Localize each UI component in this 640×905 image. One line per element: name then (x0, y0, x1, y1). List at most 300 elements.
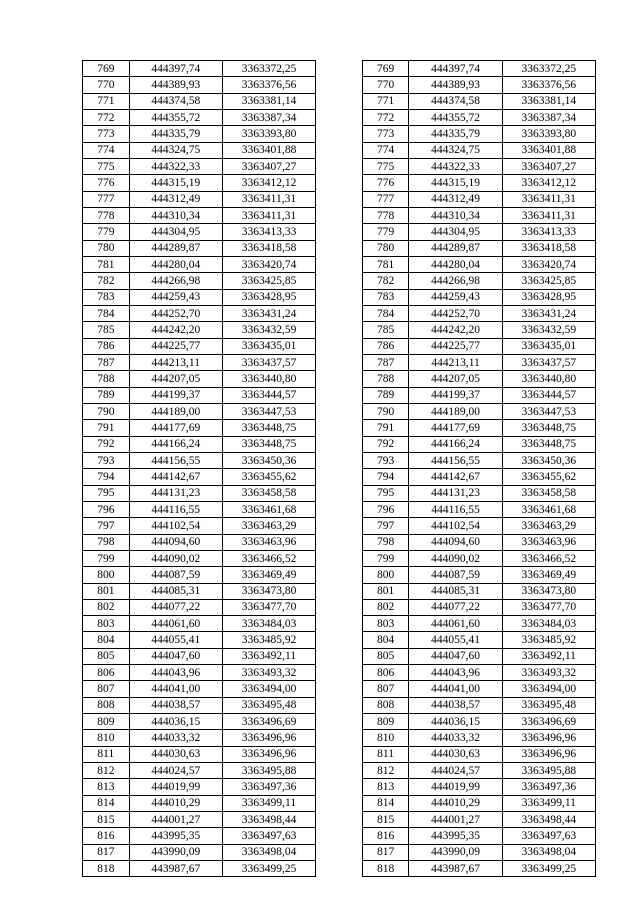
left-x-coordinate-cell: 443995,35 (129, 828, 222, 844)
left-point-number-cell: 790 (83, 403, 130, 419)
right-y-coordinate-cell: 3363450,36 (502, 452, 595, 468)
right-x-coordinate-cell: 444131,23 (409, 485, 502, 501)
left-point-number-cell: 802 (83, 599, 130, 615)
left-point-number-cell: 775 (83, 158, 130, 174)
right-y-coordinate-cell: 3363440,80 (502, 371, 595, 387)
right-y-coordinate-cell: 3363492,11 (502, 648, 595, 664)
gap-cell (316, 371, 363, 387)
gap-cell (316, 207, 363, 223)
gap-cell (316, 387, 363, 403)
right-point-number-cell: 817 (362, 844, 409, 860)
left-point-number-cell: 808 (83, 697, 130, 713)
gap-cell (316, 550, 363, 566)
table-row (83, 665, 596, 681)
table-row (83, 305, 596, 321)
left-point-number-cell: 769 (83, 61, 130, 77)
right-x-coordinate-cell: 444304,95 (409, 224, 502, 240)
table-row (83, 158, 596, 174)
right-y-coordinate-cell: 3363411,31 (502, 191, 595, 207)
gap-cell (316, 420, 363, 436)
gap-cell (316, 61, 363, 77)
table-row (83, 763, 596, 779)
left-point-number-cell: 788 (83, 371, 130, 387)
left-point-number-cell: 780 (83, 240, 130, 256)
left-point-number-cell: 807 (83, 681, 130, 697)
left-y-coordinate-cell: 3363496,96 (222, 730, 315, 746)
left-point-number-cell: 815 (83, 812, 130, 828)
right-y-coordinate-cell: 3363499,11 (502, 795, 595, 811)
gap-cell (316, 126, 363, 142)
table-row (83, 126, 596, 142)
left-y-coordinate-cell: 3363376,56 (222, 77, 315, 93)
right-x-coordinate-cell: 444225,77 (409, 338, 502, 354)
left-x-coordinate-cell: 444036,15 (129, 714, 222, 730)
left-x-coordinate-cell: 444259,43 (129, 289, 222, 305)
right-point-number-cell: 781 (362, 256, 409, 272)
gap-cell (316, 812, 363, 828)
right-y-coordinate-cell: 3363463,96 (502, 534, 595, 550)
left-point-number-cell: 770 (83, 77, 130, 93)
left-point-number-cell: 817 (83, 844, 130, 860)
left-point-number-cell: 785 (83, 322, 130, 338)
right-x-coordinate-cell: 444335,79 (409, 126, 502, 142)
left-x-coordinate-cell: 444312,49 (129, 191, 222, 207)
coordinates-table-body (83, 61, 596, 877)
left-y-coordinate-cell: 3363492,11 (222, 648, 315, 664)
left-point-number-cell: 796 (83, 501, 130, 517)
right-y-coordinate-cell: 3363477,70 (502, 599, 595, 615)
table-row (83, 224, 596, 240)
right-y-coordinate-cell: 3363473,80 (502, 583, 595, 599)
left-x-coordinate-cell: 443987,67 (129, 861, 222, 877)
right-y-coordinate-cell: 3363493,32 (502, 665, 595, 681)
right-y-coordinate-cell: 3363499,25 (502, 861, 595, 877)
table-row (83, 697, 596, 713)
table-row (83, 207, 596, 223)
left-y-coordinate-cell: 3363498,04 (222, 844, 315, 860)
left-x-coordinate-cell: 444001,27 (129, 812, 222, 828)
right-x-coordinate-cell: 444266,98 (409, 273, 502, 289)
left-y-coordinate-cell: 3363372,25 (222, 61, 315, 77)
gap-cell (316, 616, 363, 632)
left-x-coordinate-cell: 444242,20 (129, 322, 222, 338)
right-point-number-cell: 776 (362, 175, 409, 191)
table-row (83, 371, 596, 387)
left-x-coordinate-cell: 444090,02 (129, 550, 222, 566)
left-y-coordinate-cell: 3363381,14 (222, 93, 315, 109)
left-point-number-cell: 804 (83, 632, 130, 648)
gap-cell (316, 452, 363, 468)
right-point-number-cell: 791 (362, 420, 409, 436)
left-y-coordinate-cell: 3363496,69 (222, 714, 315, 730)
right-point-number-cell: 803 (362, 616, 409, 632)
left-y-coordinate-cell: 3363466,52 (222, 550, 315, 566)
table-row (83, 550, 596, 566)
right-y-coordinate-cell: 3363458,58 (502, 485, 595, 501)
gap-cell (316, 730, 363, 746)
right-point-number-cell: 783 (362, 289, 409, 305)
right-x-coordinate-cell: 444087,59 (409, 567, 502, 583)
left-x-coordinate-cell: 444266,98 (129, 273, 222, 289)
right-x-coordinate-cell: 444166,24 (409, 436, 502, 452)
right-y-coordinate-cell: 3363484,03 (502, 616, 595, 632)
gap-cell (316, 583, 363, 599)
left-y-coordinate-cell: 3363407,27 (222, 158, 315, 174)
gap-cell (316, 632, 363, 648)
right-point-number-cell: 806 (362, 665, 409, 681)
right-point-number-cell: 786 (362, 338, 409, 354)
left-y-coordinate-cell: 3363499,11 (222, 795, 315, 811)
table-row (83, 714, 596, 730)
right-point-number-cell: 794 (362, 469, 409, 485)
table-row (83, 289, 596, 305)
right-point-number-cell: 782 (362, 273, 409, 289)
right-x-coordinate-cell: 444199,37 (409, 387, 502, 403)
table-row (83, 354, 596, 370)
table-row (83, 861, 596, 877)
left-point-number-cell: 773 (83, 126, 130, 142)
gap-cell (316, 714, 363, 730)
right-point-number-cell: 815 (362, 812, 409, 828)
left-y-coordinate-cell: 3363411,31 (222, 191, 315, 207)
left-x-coordinate-cell: 444315,19 (129, 175, 222, 191)
right-y-coordinate-cell: 3363432,59 (502, 322, 595, 338)
left-y-coordinate-cell: 3363495,88 (222, 763, 315, 779)
gap-cell (316, 844, 363, 860)
left-y-coordinate-cell: 3363463,29 (222, 518, 315, 534)
left-point-number-cell: 772 (83, 109, 130, 125)
gap-cell (316, 158, 363, 174)
right-point-number-cell: 772 (362, 109, 409, 125)
right-point-number-cell: 769 (362, 61, 409, 77)
right-point-number-cell: 816 (362, 828, 409, 844)
right-y-coordinate-cell: 3363407,27 (502, 158, 595, 174)
left-y-coordinate-cell: 3363498,44 (222, 812, 315, 828)
right-y-coordinate-cell: 3363387,34 (502, 109, 595, 125)
left-y-coordinate-cell: 3363393,80 (222, 126, 315, 142)
right-point-number-cell: 807 (362, 681, 409, 697)
right-x-coordinate-cell: 444397,74 (409, 61, 502, 77)
left-y-coordinate-cell: 3363401,88 (222, 142, 315, 158)
coordinates-table (82, 60, 596, 877)
left-point-number-cell: 777 (83, 191, 130, 207)
right-x-coordinate-cell: 444055,41 (409, 632, 502, 648)
gap-cell (316, 354, 363, 370)
left-point-number-cell: 789 (83, 387, 130, 403)
table-row (83, 77, 596, 93)
left-y-coordinate-cell: 3363450,36 (222, 452, 315, 468)
left-point-number-cell: 801 (83, 583, 130, 599)
table-row (83, 175, 596, 191)
right-x-coordinate-cell: 444061,60 (409, 616, 502, 632)
left-x-coordinate-cell: 444055,41 (129, 632, 222, 648)
right-y-coordinate-cell: 3363447,53 (502, 403, 595, 419)
left-x-coordinate-cell: 444177,69 (129, 420, 222, 436)
right-y-coordinate-cell: 3363498,44 (502, 812, 595, 828)
gap-cell (316, 567, 363, 583)
left-y-coordinate-cell: 3363495,48 (222, 697, 315, 713)
gap-cell (316, 436, 363, 452)
left-y-coordinate-cell: 3363497,36 (222, 779, 315, 795)
right-x-coordinate-cell: 444312,49 (409, 191, 502, 207)
right-point-number-cell: 801 (362, 583, 409, 599)
right-y-coordinate-cell: 3363381,14 (502, 93, 595, 109)
table-row (83, 812, 596, 828)
right-point-number-cell: 812 (362, 763, 409, 779)
table-row (83, 469, 596, 485)
left-y-coordinate-cell: 3363458,58 (222, 485, 315, 501)
table-row (83, 844, 596, 860)
right-y-coordinate-cell: 3363448,75 (502, 436, 595, 452)
left-x-coordinate-cell: 444397,74 (129, 61, 222, 77)
right-y-coordinate-cell: 3363498,04 (502, 844, 595, 860)
right-y-coordinate-cell: 3363485,92 (502, 632, 595, 648)
left-point-number-cell: 771 (83, 93, 130, 109)
left-point-number-cell: 814 (83, 795, 130, 811)
left-y-coordinate-cell: 3363461,68 (222, 501, 315, 517)
gap-cell (316, 518, 363, 534)
right-y-coordinate-cell: 3363372,25 (502, 61, 595, 77)
right-x-coordinate-cell: 444289,87 (409, 240, 502, 256)
right-x-coordinate-cell: 444102,54 (409, 518, 502, 534)
right-y-coordinate-cell: 3363463,29 (502, 518, 595, 534)
left-point-number-cell: 787 (83, 354, 130, 370)
left-x-coordinate-cell: 444225,77 (129, 338, 222, 354)
right-x-coordinate-cell: 444019,99 (409, 779, 502, 795)
left-x-coordinate-cell: 444156,55 (129, 452, 222, 468)
right-point-number-cell: 810 (362, 730, 409, 746)
gap-cell (316, 485, 363, 501)
left-x-coordinate-cell: 444047,60 (129, 648, 222, 664)
right-y-coordinate-cell: 3363495,88 (502, 763, 595, 779)
right-x-coordinate-cell: 444156,55 (409, 452, 502, 468)
left-y-coordinate-cell: 3363425,85 (222, 273, 315, 289)
right-point-number-cell: 785 (362, 322, 409, 338)
right-x-coordinate-cell: 444315,19 (409, 175, 502, 191)
right-y-coordinate-cell: 3363466,52 (502, 550, 595, 566)
right-point-number-cell: 778 (362, 207, 409, 223)
left-y-coordinate-cell: 3363493,32 (222, 665, 315, 681)
right-y-coordinate-cell: 3363411,31 (502, 207, 595, 223)
right-point-number-cell: 770 (362, 77, 409, 93)
right-x-coordinate-cell: 444024,57 (409, 763, 502, 779)
table-row (83, 746, 596, 762)
left-point-number-cell: 792 (83, 436, 130, 452)
left-point-number-cell: 818 (83, 861, 130, 877)
left-x-coordinate-cell: 444041,00 (129, 681, 222, 697)
right-point-number-cell: 773 (362, 126, 409, 142)
left-x-coordinate-cell: 444019,99 (129, 779, 222, 795)
left-x-coordinate-cell: 444389,93 (129, 77, 222, 93)
right-y-coordinate-cell: 3363496,96 (502, 730, 595, 746)
right-y-coordinate-cell: 3363496,96 (502, 746, 595, 762)
table-row (83, 632, 596, 648)
right-x-coordinate-cell: 444010,29 (409, 795, 502, 811)
left-x-coordinate-cell: 444061,60 (129, 616, 222, 632)
table-row (83, 485, 596, 501)
right-point-number-cell: 788 (362, 371, 409, 387)
table-row (83, 403, 596, 419)
right-point-number-cell: 802 (362, 599, 409, 615)
right-x-coordinate-cell: 444090,02 (409, 550, 502, 566)
left-point-number-cell: 783 (83, 289, 130, 305)
right-x-coordinate-cell: 444043,96 (409, 665, 502, 681)
left-x-coordinate-cell: 444077,22 (129, 599, 222, 615)
left-x-coordinate-cell: 444142,67 (129, 469, 222, 485)
right-y-coordinate-cell: 3363393,80 (502, 126, 595, 142)
left-x-coordinate-cell: 444189,00 (129, 403, 222, 419)
right-point-number-cell: 780 (362, 240, 409, 256)
table-row (83, 599, 596, 615)
left-x-coordinate-cell: 444355,72 (129, 109, 222, 125)
left-y-coordinate-cell: 3363435,01 (222, 338, 315, 354)
document-page (82, 60, 596, 877)
table-row (83, 648, 596, 664)
left-x-coordinate-cell: 444374,58 (129, 93, 222, 109)
right-x-coordinate-cell: 444142,67 (409, 469, 502, 485)
right-x-coordinate-cell: 444001,27 (409, 812, 502, 828)
table-row (83, 452, 596, 468)
table-row (83, 583, 596, 599)
left-y-coordinate-cell: 3363387,34 (222, 109, 315, 125)
right-point-number-cell: 793 (362, 452, 409, 468)
gap-cell (316, 697, 363, 713)
table-row (83, 828, 596, 844)
left-point-number-cell: 791 (83, 420, 130, 436)
gap-cell (316, 665, 363, 681)
right-point-number-cell: 775 (362, 158, 409, 174)
right-y-coordinate-cell: 3363497,36 (502, 779, 595, 795)
gap-cell (316, 240, 363, 256)
table-row (83, 616, 596, 632)
left-x-coordinate-cell: 443990,09 (129, 844, 222, 860)
table-row (83, 518, 596, 534)
gap-cell (316, 77, 363, 93)
right-x-coordinate-cell: 444242,20 (409, 322, 502, 338)
gap-cell (316, 681, 363, 697)
right-y-coordinate-cell: 3363420,74 (502, 256, 595, 272)
gap-cell (316, 224, 363, 240)
left-y-coordinate-cell: 3363499,25 (222, 861, 315, 877)
right-point-number-cell: 784 (362, 305, 409, 321)
left-point-number-cell: 803 (83, 616, 130, 632)
table-row (83, 501, 596, 517)
right-x-coordinate-cell: 444030,63 (409, 746, 502, 762)
right-y-coordinate-cell: 3363461,68 (502, 501, 595, 517)
left-point-number-cell: 797 (83, 518, 130, 534)
gap-cell (316, 256, 363, 272)
table-row (83, 256, 596, 272)
right-y-coordinate-cell: 3363495,48 (502, 697, 595, 713)
left-x-coordinate-cell: 444252,70 (129, 305, 222, 321)
gap-cell (316, 469, 363, 485)
right-point-number-cell: 813 (362, 779, 409, 795)
table-row (83, 109, 596, 125)
left-point-number-cell: 781 (83, 256, 130, 272)
left-y-coordinate-cell: 3363411,31 (222, 207, 315, 223)
left-point-number-cell: 805 (83, 648, 130, 664)
right-point-number-cell: 800 (362, 567, 409, 583)
right-y-coordinate-cell: 3363455,62 (502, 469, 595, 485)
left-x-coordinate-cell: 444335,79 (129, 126, 222, 142)
right-x-coordinate-cell: 444355,72 (409, 109, 502, 125)
right-x-coordinate-cell: 443990,09 (409, 844, 502, 860)
right-x-coordinate-cell: 444041,00 (409, 681, 502, 697)
left-x-coordinate-cell: 444010,29 (129, 795, 222, 811)
right-point-number-cell: 799 (362, 550, 409, 566)
right-y-coordinate-cell: 3363413,33 (502, 224, 595, 240)
left-point-number-cell: 806 (83, 665, 130, 681)
left-point-number-cell: 812 (83, 763, 130, 779)
left-x-coordinate-cell: 444094,60 (129, 534, 222, 550)
right-point-number-cell: 811 (362, 746, 409, 762)
left-point-number-cell: 786 (83, 338, 130, 354)
table-row (83, 322, 596, 338)
left-y-coordinate-cell: 3363437,57 (222, 354, 315, 370)
right-y-coordinate-cell: 3363496,69 (502, 714, 595, 730)
gap-cell (316, 534, 363, 550)
left-x-coordinate-cell: 444213,11 (129, 354, 222, 370)
gap-cell (316, 763, 363, 779)
gap-cell (316, 861, 363, 877)
left-x-coordinate-cell: 444304,95 (129, 224, 222, 240)
gap-cell (316, 322, 363, 338)
right-point-number-cell: 805 (362, 648, 409, 664)
right-y-coordinate-cell: 3363469,49 (502, 567, 595, 583)
left-y-coordinate-cell: 3363412,12 (222, 175, 315, 191)
left-point-number-cell: 816 (83, 828, 130, 844)
left-y-coordinate-cell: 3363477,70 (222, 599, 315, 615)
right-x-coordinate-cell: 444047,60 (409, 648, 502, 664)
left-y-coordinate-cell: 3363494,00 (222, 681, 315, 697)
left-point-number-cell: 813 (83, 779, 130, 795)
table-row (83, 779, 596, 795)
table-row (83, 338, 596, 354)
left-point-number-cell: 776 (83, 175, 130, 191)
left-x-coordinate-cell: 444085,31 (129, 583, 222, 599)
right-x-coordinate-cell: 444189,00 (409, 403, 502, 419)
right-y-coordinate-cell: 3363418,58 (502, 240, 595, 256)
gap-cell (316, 142, 363, 158)
left-y-coordinate-cell: 3363484,03 (222, 616, 315, 632)
right-point-number-cell: 809 (362, 714, 409, 730)
right-x-coordinate-cell: 444036,15 (409, 714, 502, 730)
right-y-coordinate-cell: 3363435,01 (502, 338, 595, 354)
right-x-coordinate-cell: 444085,31 (409, 583, 502, 599)
left-x-coordinate-cell: 444280,04 (129, 256, 222, 272)
gap-cell (316, 289, 363, 305)
right-point-number-cell: 789 (362, 387, 409, 403)
right-x-coordinate-cell: 444207,05 (409, 371, 502, 387)
right-y-coordinate-cell: 3363425,85 (502, 273, 595, 289)
right-y-coordinate-cell: 3363494,00 (502, 681, 595, 697)
left-x-coordinate-cell: 444289,87 (129, 240, 222, 256)
table-row (83, 93, 596, 109)
right-point-number-cell: 818 (362, 861, 409, 877)
table-row (83, 142, 596, 158)
right-x-coordinate-cell: 444280,04 (409, 256, 502, 272)
left-y-coordinate-cell: 3363469,49 (222, 567, 315, 583)
left-point-number-cell: 779 (83, 224, 130, 240)
left-y-coordinate-cell: 3363473,80 (222, 583, 315, 599)
left-y-coordinate-cell: 3363455,62 (222, 469, 315, 485)
right-point-number-cell: 792 (362, 436, 409, 452)
right-point-number-cell: 796 (362, 501, 409, 517)
right-y-coordinate-cell: 3363431,24 (502, 305, 595, 321)
left-x-coordinate-cell: 444030,63 (129, 746, 222, 762)
right-x-coordinate-cell: 444322,33 (409, 158, 502, 174)
table-row (83, 795, 596, 811)
